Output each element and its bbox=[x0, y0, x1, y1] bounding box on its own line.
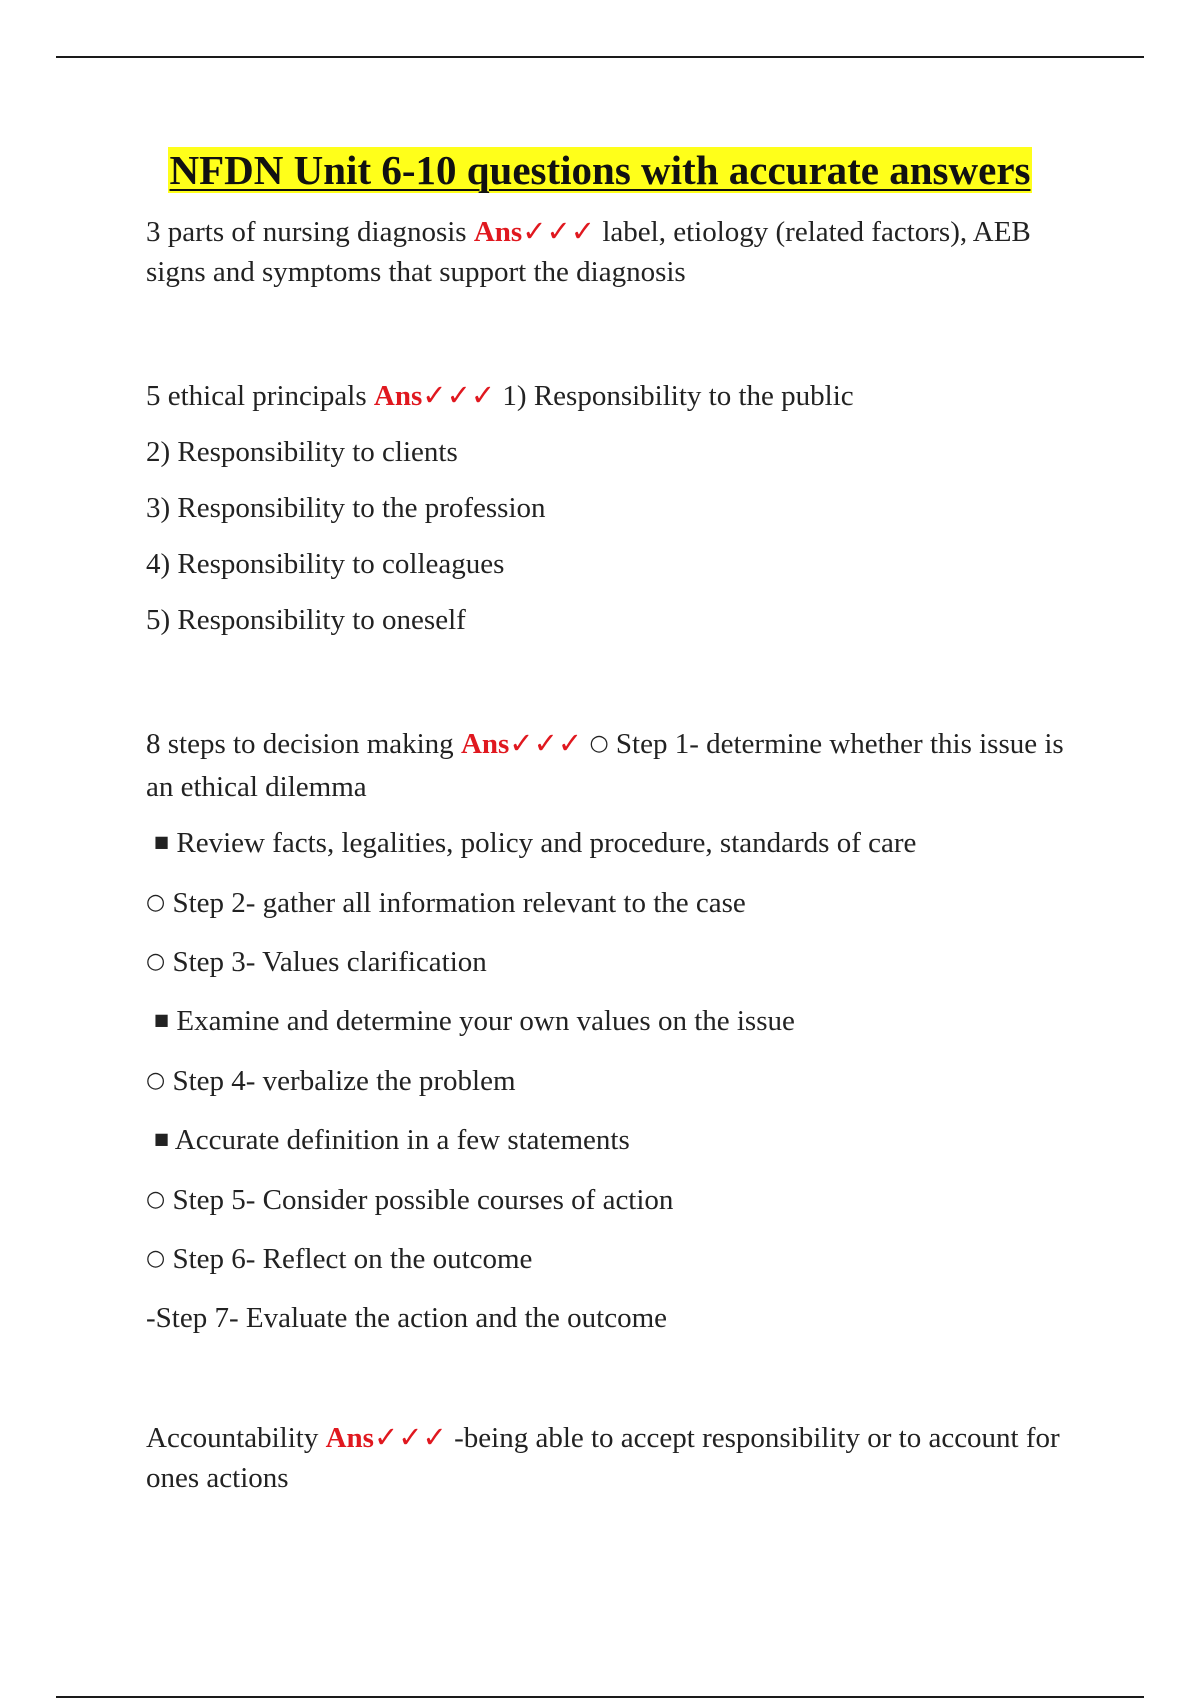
list-item bbox=[146, 1180, 1096, 1223]
qa-nursing-diagnosis bbox=[146, 212, 1096, 292]
square-bullet-icon: ■ bbox=[154, 1129, 170, 1148]
list-item-text: Step 2- gather all information relevant to the case bbox=[172, 887, 746, 919]
list-item bbox=[146, 1120, 1096, 1164]
ans-label: Ans bbox=[325, 1422, 374, 1454]
ans-label: Ans bbox=[373, 380, 423, 412]
question-term: 5 ethical principals bbox=[146, 380, 374, 412]
ans-label: Ans bbox=[460, 728, 510, 760]
answer-text: 1) Responsibility to the public bbox=[495, 380, 854, 412]
list-item-text: Accurate definition in a few statements bbox=[174, 1124, 630, 1156]
answer-text: label, etiology (related factors), AEB signs and symptoms that support the diagnosis bbox=[146, 216, 1031, 288]
list-item-text: Review facts, legalities, policy and procedure, standards of care bbox=[176, 827, 917, 859]
square-bullet-icon: ■ bbox=[154, 832, 170, 851]
circle-bullet-icon: ○ bbox=[146, 1246, 166, 1271]
qa-ethical-principals bbox=[146, 376, 1096, 416]
checkmark-icon: ✓✓✓ bbox=[373, 1422, 447, 1454]
list-item-text: Step 5- Consider possible courses of action bbox=[172, 1184, 674, 1216]
page-title-text: NFDN Unit 6-10 questions with accurate answers bbox=[169, 147, 1031, 193]
checkmark-icon: ✓✓✓ bbox=[522, 216, 596, 248]
circle-bullet-icon: ○ bbox=[589, 731, 609, 756]
list-item bbox=[146, 1061, 1096, 1104]
question-term: Accountability bbox=[146, 1422, 326, 1454]
page-title bbox=[0, 146, 1200, 194]
ans-label: Ans bbox=[473, 216, 523, 248]
list-item: -Step 7- Evaluate the action and the outcome bbox=[146, 1302, 668, 1334]
list-item bbox=[146, 883, 1096, 926]
question-term: 8 steps to decision making bbox=[146, 728, 461, 760]
list-item-text: Step 3- Values clarification bbox=[172, 946, 487, 978]
question-term: 3 parts of nursing diagnosis bbox=[146, 216, 474, 248]
list-item bbox=[146, 823, 1096, 867]
answer-text: Step 1- determine whether this issue is an ethical dilemma bbox=[146, 728, 1064, 803]
circle-bullet-icon: ○ bbox=[146, 890, 166, 915]
list-item: 3) Responsibility to the profession bbox=[146, 492, 546, 524]
list-item-text: Step 6- Reflect on the outcome bbox=[172, 1243, 533, 1275]
answer-text: -being able to accept responsibility or to account for ones actions bbox=[146, 1422, 1060, 1494]
list-item-text: Step 4- verbalize the problem bbox=[172, 1065, 516, 1097]
list-item bbox=[146, 1001, 1096, 1045]
list-item bbox=[146, 942, 1096, 985]
circle-bullet-icon: ○ bbox=[146, 1068, 166, 1093]
top-rule bbox=[56, 56, 1144, 58]
checkmark-icon: ✓✓✓ bbox=[509, 728, 583, 760]
circle-bullet-icon: ○ bbox=[146, 949, 166, 974]
bottom-rule bbox=[56, 1696, 1144, 1698]
qa-decision-making bbox=[146, 724, 1096, 807]
square-bullet-icon: ■ bbox=[154, 1010, 170, 1029]
list-item: 2) Responsibility to clients bbox=[146, 436, 458, 468]
list-item: 5) Responsibility to oneself bbox=[146, 604, 466, 636]
document-body bbox=[146, 212, 1096, 1498]
qa-accountability bbox=[146, 1418, 1096, 1498]
circle-bullet-icon: ○ bbox=[146, 1187, 166, 1212]
list-item bbox=[146, 1239, 1096, 1282]
list-item-text: Examine and determine your own values on the issue bbox=[176, 1005, 795, 1037]
list-item: 4) Responsibility to colleagues bbox=[146, 548, 505, 580]
checkmark-icon: ✓✓✓ bbox=[422, 380, 496, 412]
